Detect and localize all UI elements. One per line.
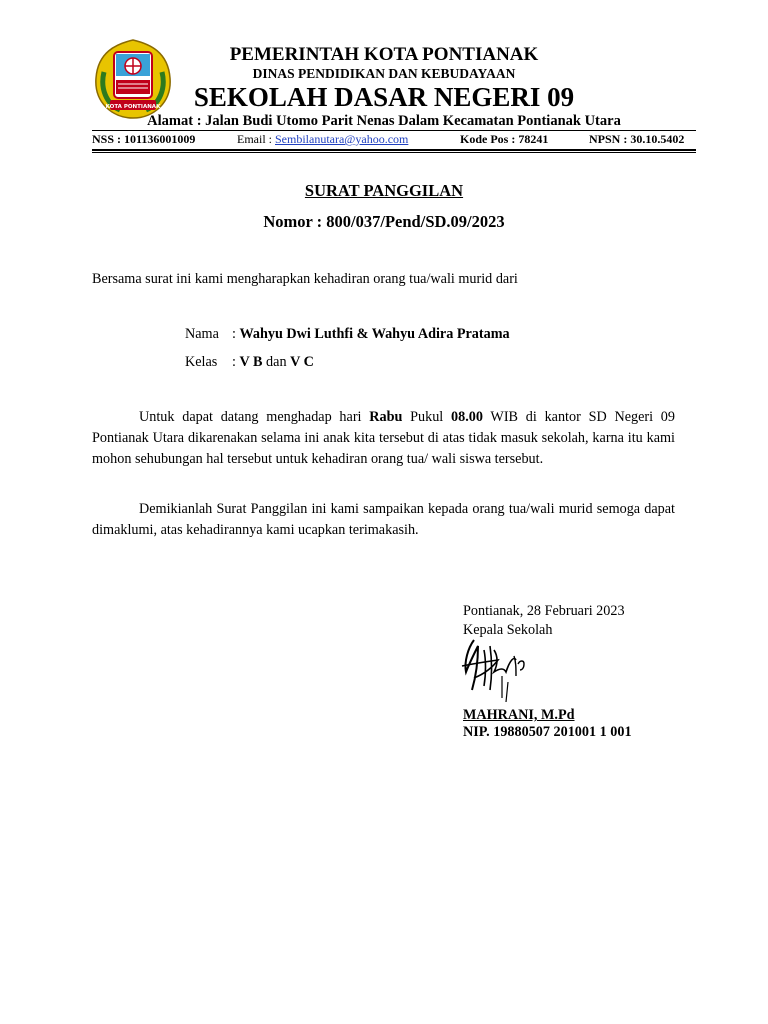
school-name: SEKOLAH DASAR NEGERI 09	[193, 82, 575, 112]
header-divider-top	[92, 130, 696, 131]
signature-position: Kepala Sekolah	[463, 622, 553, 638]
letter-number: Nomor : 800/037/Pend/SD.09/2023	[263, 212, 505, 231]
letter-intro: Bersama surat ini kami mengharapkan kehadiran orang tua/wali murid dari	[92, 271, 518, 287]
paragraph-closing: Demikianlah Surat Panggilan ini kami sampaikan kepada orang tua/wali murid semoga dapat dimaklumi, atas kehadirannya kami ucapkan terimakasih.	[92, 501, 675, 538]
name-label: Nama	[185, 326, 219, 342]
student-name-row: Nama : Wahyu Dwi Luthfi & Wahyu Adira Pratama	[185, 326, 510, 342]
kode-pos: Kode Pos : 78241	[460, 132, 549, 146]
school-address: Alamat : Jalan Budi Utomo Parit Nenas Dalam Kecamatan Pontianak Utara	[147, 113, 621, 129]
school-info-bar	[92, 132, 696, 148]
email-link[interactable]: Sembilanutara@yahoo.com	[275, 132, 409, 146]
student-names: Wahyu Dwi Luthfi & Wahyu Adira Pratama	[239, 326, 510, 342]
class-and: dan	[266, 354, 287, 370]
letter-title: SURAT PANGGILAN	[304, 181, 464, 200]
paragraph-invitation	[92, 407, 675, 470]
svg-text:KOTA PONTIANAK: KOTA PONTIANAK	[105, 104, 161, 110]
government-name: PEMERINTAH KOTA PONTIANAK	[229, 44, 539, 65]
header-divider-bottom	[92, 152, 696, 153]
email-label: Email :	[237, 132, 275, 146]
nss: NSS : 101136001009	[92, 132, 196, 146]
meeting-day: Rabu	[369, 409, 403, 425]
para1-text-a: Untuk dapat datang menghadap hari	[139, 409, 370, 425]
signatory-name: MAHRANI, M.Pd	[463, 707, 575, 723]
class-v1: V B	[239, 354, 263, 370]
email-row	[237, 132, 408, 147]
para1-text-c: WIB di kantor SD Negeri 09 Pontianak Utara dikarenakan selama ini anak kita tersebut di atas tidak masuk sekolah, karna itu kami mohon sehubungan hal tersebut untuk kehadiran orang tua/ wali siswa tersebut.	[92, 409, 675, 467]
signatory-nip: NIP. 19880507 201001 1 001	[463, 724, 632, 740]
signature-image	[444, 620, 594, 720]
para1-text-b: Pukul	[402, 409, 452, 425]
signature-place-date: Pontianak, 28 Februari 2023	[463, 603, 625, 619]
meeting-time: 08.00	[451, 409, 483, 425]
class-v2: V C	[290, 354, 314, 370]
student-class-row: Kelas : V B dan V C	[185, 354, 314, 370]
department-name: DINAS PENDIDIKAN DAN KEBUDAYAAN	[252, 66, 516, 81]
npsn: NPSN : 30.10.5402	[589, 132, 685, 146]
class-label: Kelas	[185, 354, 218, 370]
header-divider-thick	[92, 149, 696, 151]
